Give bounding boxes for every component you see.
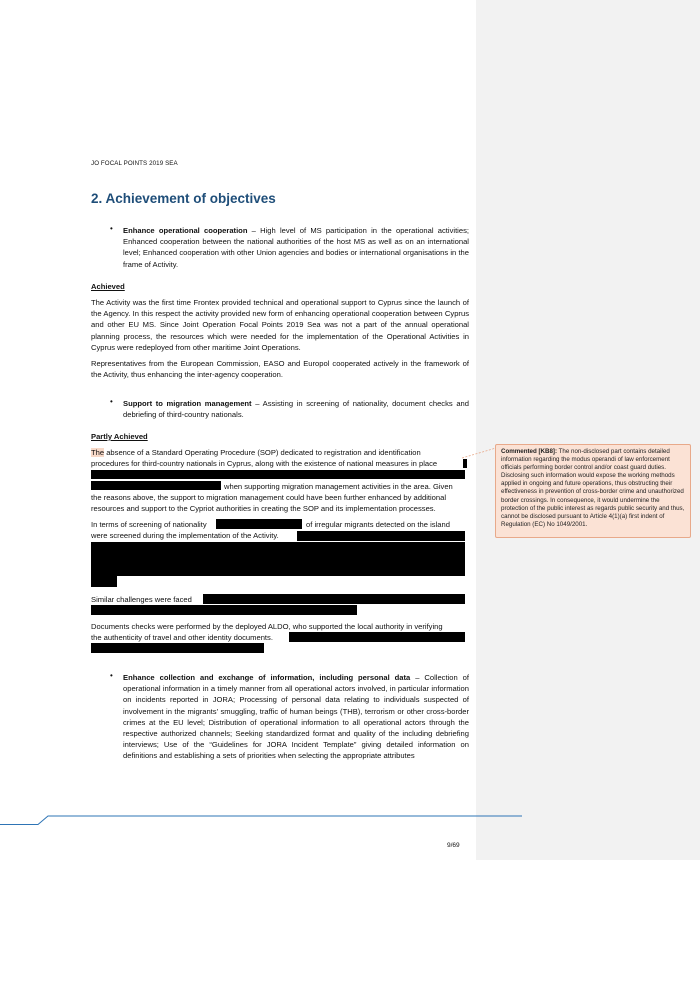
partly-line-2: procedures for third-country nationals in Cyprus, along with the existence of national measures in place [91,459,438,468]
page-gap [0,860,700,990]
bullet-title: Support to migration management [123,399,252,408]
achieved-label: Achieved [91,282,125,291]
redaction-block [203,594,465,604]
redaction-block [91,481,221,490]
bullet-migration-management [123,398,469,420]
section-heading: 2. Achievement of objectives [91,191,276,206]
bullet-icon: • [110,397,113,406]
comment-pane [476,0,700,860]
partly-line-1: The absence of a Standard Operating Procedure (SOP) dedicated to registration and identification [91,448,421,457]
redaction-block [91,576,117,587]
bullet-body: – High level of MS participation in the operational activities; Enhanced cooperation between the national authorities of the host MS as well as on an international level; Enhanced cooperation with other Union agencies and bodies or international organisations in the frame of Activity. [123,226,469,269]
redaction-block [216,519,302,529]
footer-decorative-line [0,812,522,826]
bullet-title: Enhance operational cooperation [123,226,248,235]
redaction-block [91,470,465,479]
partly-line-5: resources and support to the Cypriot authorities in creating the SOP and its implementation processes. [91,504,436,513]
screening-line-1a: In terms of screening of nationality [91,520,207,529]
redaction-block [91,643,264,653]
redaction-block [91,542,465,576]
partly-line-4: the reasons above, the support to migration management could have been further enhanced by additional [91,493,447,502]
running-header: JO FOCAL POINTS 2019 SEA [91,160,178,167]
comment-balloon[interactable] [495,444,691,538]
bullet-operational-cooperation [123,225,469,270]
redaction-block [463,459,467,468]
redaction-block [297,531,465,541]
highlighted-word: The [91,448,105,457]
bullet-icon: • [110,224,113,233]
similar-challenges-line: Similar challenges were faced [91,595,192,604]
document-checks-line-2: the authenticity of travel and other identity documents. [91,633,273,642]
bullet-information-exchange [123,672,469,762]
bullet-icon: • [110,671,113,680]
redaction-block [91,605,357,615]
bullet-title: Enhance collection and exchange of information, including personal data [123,673,411,682]
screening-line-1b: of irregular migrants detected on the island [306,520,450,529]
bullet-body: – Assisting in screening of nationality, document checks and debriefing of third-country nationals. [123,399,469,420]
page-number: 9/69 [447,842,460,849]
partly-line-3: when supporting migration management activities in the area. Given [224,482,453,491]
comment-connector-line [462,446,498,460]
bullet-body: – Collection of operational information in a timely manner from all operational actors involved, in particular information on incidents reported in JORA; Processing of personal data relating to individuals suspected of involvement in the migrants' smuggling, traffic of human beings (THB), terrorism or other cross-border crimes at the EU level; Distribution of operational information to all operational actors through the respective authorized channels; Seeking standardized format and quality of the including debriefing interviews; Use of the “Guidelines for JORA Incident Template” giving detailed information on definitions and establishing a sets of priorities when selecting the appropriate attributes [123,673,469,761]
screening-line-2: were screened during the implementation of the Activity. [91,531,279,540]
achieved-paragraph-1: The Activity was the first time Frontex provided technical and operational support to Cyprus since the launch of the Agency. In this respect the activity provided new form of enhancing operational cooperation between Cyprus and other EU MS. Since Joint Operation Focal Points 2019 Sea was not a part of the annual operational planning process, the resources which were needed for the implementation of the Operational Activities in Cyprus were redeployed from other maritime Joint Operations. [91,298,469,352]
comment-text: The non-disclosed part contains detailed information regarding the modus operandi of law enforcement officials performing border control and/or coast guard duties. Disclosing such information would expose the working methods applied in ongoing and future operations, thus obstructing their effectiveness in prevention of cross-border crime and unauthorized border crossings. In consequence, it would undermine the protection of the public interest as regards public security and thus, cannot be disclosed pursuant to Article 4(1)(a) first indent of Regulation (EC) No 1049/2001. [501,448,685,528]
document-checks-line-1: Documents checks were performed by the deployed ALDO, who supported the local authority in verifying [91,622,443,631]
achieved-paragraph-2: Representatives from the European Commission, EASO and Europol cooperated actively in the framework of the Activity, thus enhancing the inter-agency cooperation. [91,359,469,380]
redaction-block [289,632,465,642]
comment-author: Commented [KB8]: [501,448,558,455]
partly-achieved-label: Partly Achieved [91,432,148,441]
